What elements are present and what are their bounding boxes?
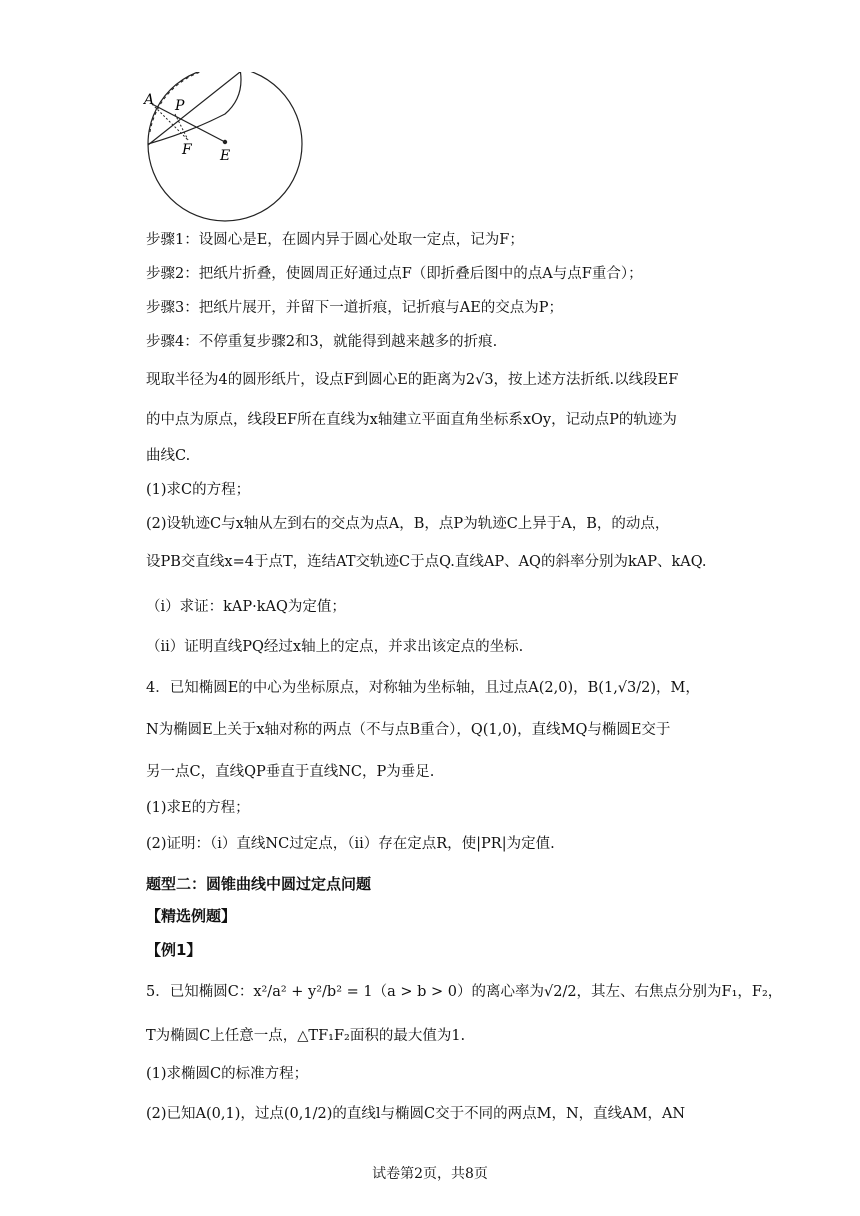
problem3-text-3: 曲线C.	[146, 448, 191, 464]
problem3-part2-line1: (2)设轨迹C与x轴从左到右的交点为点A，B，点P为轨迹C上异于A，B，的动点，	[146, 516, 670, 532]
section-heading: 题型二：圆锥曲线中圆过定点问题	[146, 875, 372, 893]
problem3-subpart-ii: （ii）证明直线PQ经过x轴上的定点，并求出该定点的坐标.	[146, 639, 524, 655]
selected-examples-heading: 【精选例题】	[146, 907, 237, 925]
problem4-part2: (2)证明：（i）直线NC过定点，（ii）存在定点R，使|PR|为定值.	[146, 836, 555, 852]
page-footer: 试卷第2页，共8页	[372, 1166, 488, 1182]
problem3-part2-line2: 设PB交直线x=4于点T，连结AT交轨迹C于点Q.直线AP、AQ的斜率分别为kAP、kAQ.	[146, 554, 707, 570]
circle-outline	[148, 72, 302, 221]
step-2: 步骤2：把纸片折叠，使圆周正好通过点F（即折叠后图中的点A与点F重合）；	[146, 266, 643, 282]
problem3-part1: (1)求C的方程；	[146, 482, 251, 498]
label-p: P	[175, 98, 185, 114]
segment-ae	[152, 104, 225, 142]
problem4-part1: (1)求E的方程；	[146, 800, 250, 816]
problem4-line2: N为椭圆E上关于x轴对称的两点（不与点B重合），Q(1,0)，直线MQ与椭圆E交于	[146, 722, 671, 738]
problem5-line2: T为椭圆C上任意一点，△TF₁F₂面积的最大值为1.	[146, 1028, 466, 1044]
problem3-text-2: 的中点为原点，线段EF所在直线为x轴建立平面直角坐标系xOy，记动点P的轨迹为	[146, 412, 677, 428]
folding-circle-figure	[130, 72, 330, 222]
problem3-subpart-i: （i）求证：kAP·kAQ为定值；	[146, 599, 346, 615]
label-e: E	[220, 148, 231, 164]
problem4-line1: 4．已知椭圆E的中心为坐标原点，对称轴为坐标轴，且过点A(2,0)，B(1,√3/2)，M，	[146, 680, 700, 696]
step-4: 步骤4：不停重复步骤2和3，就能得到越来越多的折痕.	[146, 334, 498, 350]
center-point-e	[223, 140, 227, 144]
example-1-heading: 【例1】	[146, 941, 202, 959]
step-3: 步骤3：把纸片展开，并留下一道折痕，记折痕与AE的交点为P；	[146, 300, 564, 316]
problem5-part1: (1)求椭圆C的标准方程；	[146, 1066, 309, 1082]
problem4-line3: 另一点C，直线QP垂直于直线NC，P为垂足.	[146, 764, 435, 780]
problem5-line1: 5．已知椭圆C：x²/a² + y²/b² = 1（a > b > 0）的离心率为√2/2，其左、右焦点分别为F₁，F₂，	[146, 984, 783, 1000]
label-a: A	[144, 92, 155, 108]
problem3-text-1: 现取半径为4的圆形纸片，设点F到圆心E的距离为2√3，按上述方法折纸.以线段EF	[146, 372, 679, 388]
problem5-part2: (2)已知A(0,1)，过点(0,1/2)的直线l与椭圆C交于不同的两点M，N，直线AM，AN	[146, 1106, 686, 1122]
label-f: F	[182, 142, 192, 158]
dashed-arc	[150, 72, 240, 132]
step-1: 步骤1：设圆心是E，在圆内异于圆心处取一定点，记为F；	[146, 232, 524, 248]
